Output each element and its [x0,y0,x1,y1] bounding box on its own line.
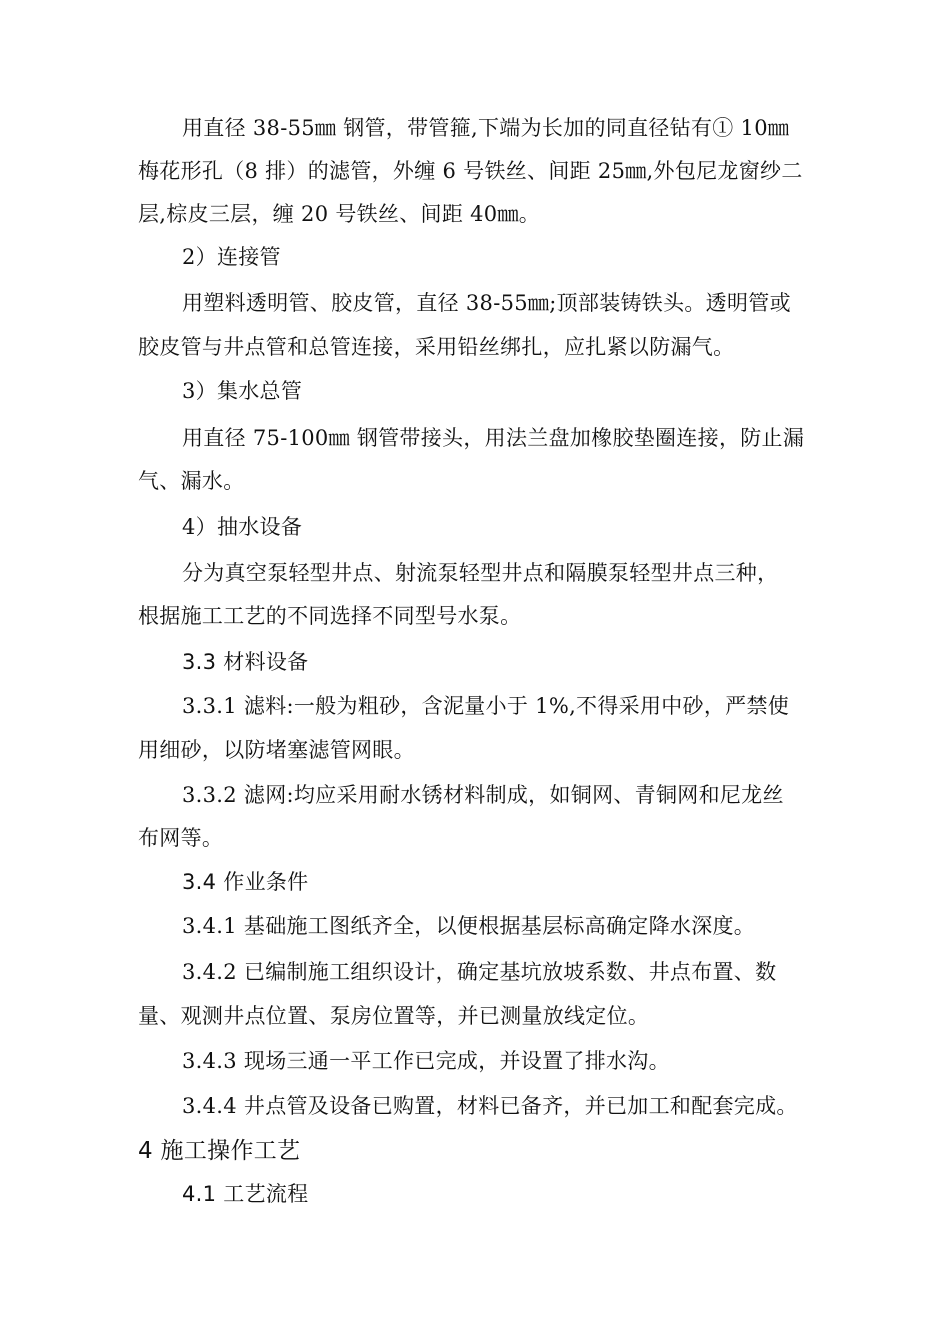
section-3-4-2-line-1: 3.4.2 已编制施工组织设计，确定基坑放坡系数、井点布置、数 [182,960,777,984]
section-3-3-2-line-2: 布网等。 [138,826,224,850]
section-3-4-2-line-2: 量、观测井点位置、泵房位置等，并已测量放线定位。 [138,1004,650,1028]
collector-pipe-text-line-2: 气、漏水。 [138,469,245,493]
section-3-4-heading: 3.4 作业条件 [182,870,309,894]
section-3-3-1-line-2: 用细砂，以防堵塞滤管网眼。 [138,738,415,762]
collector-pipe-heading: 3）集水总管 [182,379,303,403]
section-3-3-heading: 3.3 材料设备 [182,650,309,674]
connecting-pipe-heading: 2）连接管 [182,245,281,269]
connecting-pipe-text-line-1: 用塑料透明管、胶皮管，直径 38-55㎜;顶部装铸铁头。透明管或 [182,291,791,315]
pump-equipment-text-line-1: 分为真空泵轻型井点、射流泵轻型井点和隔膜泵轻型井点三种， [182,561,779,585]
pump-equipment-text-line-2: 根据施工工艺的不同选择不同型号水泵。 [138,604,522,628]
pump-equipment-heading: 4）抽水设备 [182,515,303,539]
section-3-3-2-line-1: 3.3.2 滤网:均应采用耐水锈材料制成，如铜网、青铜网和尼龙丝 [182,783,784,807]
section-3-4-3: 3.4.3 现场三通一平工作已完成，并设置了排水沟。 [182,1049,670,1073]
filter-pipe-text-line-1: 用直径 38-55㎜ 钢管，带管箍,下端为长加的同直径钻有① 10㎜ [182,116,790,140]
section-3-3-1-line-1: 3.3.1 滤料:一般为粗砂，含泥量小于 1%,不得采用中砂，严禁使 [182,694,790,718]
collector-pipe-text-line-1: 用直径 75-100㎜ 钢管带接头，用法兰盘加橡胶垫圈连接，防止漏 [182,426,805,450]
section-4-heading: 4 施工操作工艺 [138,1138,301,1164]
section-4-1-heading: 4.1 工艺流程 [182,1182,309,1206]
section-3-4-4: 3.4.4 井点管及设备已购置，材料已备齐，并已加工和配套完成。 [182,1094,798,1118]
section-3-4-1: 3.4.1 基础施工图纸齐全，以便根据基层标高确定降水深度。 [182,914,756,938]
filter-pipe-text-line-2: 梅花形孔（8 排）的滤管，外缠 6 号铁丝、间距 25㎜,外包尼龙窗纱二 [138,159,803,183]
connecting-pipe-text-line-2: 胶皮管与井点管和总管连接，采用铅丝绑扎，应扎紧以防漏气。 [138,335,735,359]
filter-pipe-text-line-3: 层,棕皮三层，缠 20 号铁丝、间距 40㎜。 [138,202,541,226]
